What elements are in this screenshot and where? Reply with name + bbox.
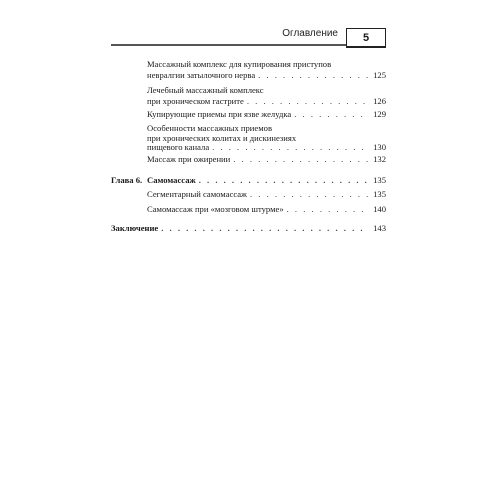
toc-entry-text: невралгии затылочного нерва: [147, 69, 256, 80]
toc-page-number: 135: [373, 175, 386, 185]
toc-page-number: 126: [373, 95, 386, 106]
toc-entry-text: Массажный комплекс для купирования приступов: [147, 59, 332, 69]
toc-entry-text: Купирующие приемы при язве желудка: [147, 109, 292, 119]
dot-leader: [250, 189, 369, 200]
header-rule: [111, 44, 346, 46]
toc-page-number: 135: [373, 189, 386, 199]
conclusion-title: Заключение: [111, 223, 159, 233]
chapter-label: Глава 6.: [111, 175, 143, 185]
toc-chapter-entry[interactable]: [111, 175, 386, 186]
dot-leader: [258, 70, 369, 81]
toc-page-number: 143: [373, 223, 386, 233]
dot-leader: [287, 204, 369, 215]
dot-leader: [161, 223, 369, 234]
running-title: Оглавление: [282, 28, 338, 39]
page-header: [0, 0, 500, 60]
toc-entry-text: пищевого канала: [147, 141, 210, 152]
dot-leader: [247, 96, 369, 107]
dot-leader: [199, 175, 369, 186]
toc-entry[interactable]: [147, 85, 386, 106]
toc-conclusion-entry[interactable]: [111, 223, 386, 234]
toc-entry-text: Массаж при ожирении: [147, 154, 231, 164]
toc-entry-text: Лечебный массажный комплекс: [147, 85, 264, 95]
dot-leader: [212, 142, 369, 153]
toc-entry-text: Особенности массажных приемов: [147, 123, 273, 133]
toc-entry[interactable]: [147, 154, 386, 165]
toc-entry-text: при хронических колитах и дискинезиях: [147, 132, 297, 143]
toc-page-number: 132: [373, 154, 386, 164]
page-number: 5: [346, 28, 386, 48]
toc-entry[interactable]: [147, 59, 386, 80]
toc-page-number: 129: [373, 109, 386, 119]
toc-page-number: 125: [373, 69, 386, 80]
dot-leader: [233, 154, 369, 165]
toc-entry[interactable]: [147, 189, 386, 200]
toc-entry-text: при хроническом гастрите: [147, 95, 244, 106]
toc-page-number: 130: [373, 141, 386, 152]
toc-entry[interactable]: [147, 109, 386, 120]
toc-entry-text: Сегментарный самомассаж: [147, 189, 247, 199]
dot-leader: [294, 109, 369, 120]
chapter-title: Самомассаж: [147, 175, 196, 185]
toc-entry-text: Самомассаж при «мозговом штурме»: [147, 204, 284, 214]
toc-page-number: 140: [373, 204, 386, 214]
toc-entry[interactable]: [147, 204, 386, 215]
toc-entry[interactable]: [147, 123, 386, 152]
